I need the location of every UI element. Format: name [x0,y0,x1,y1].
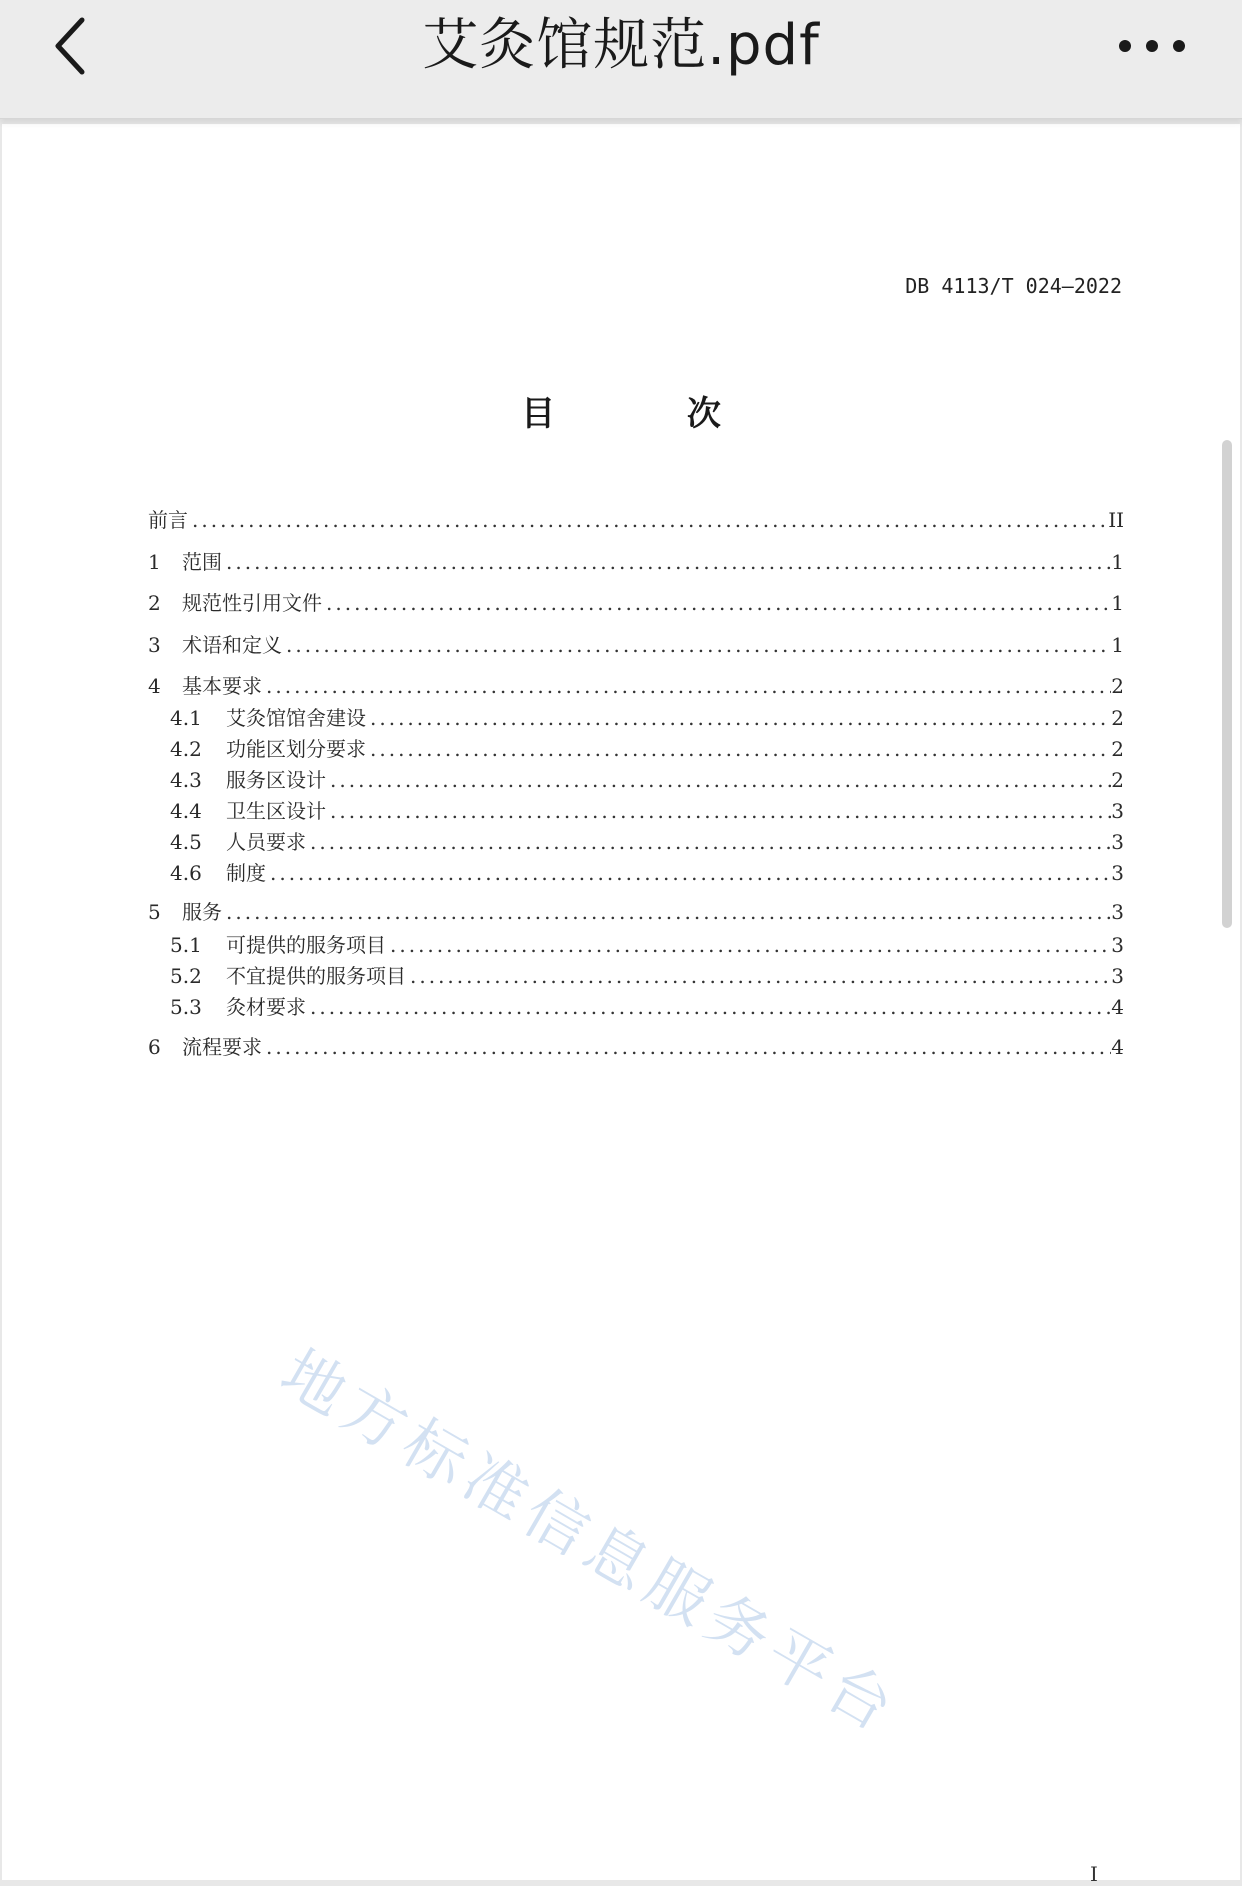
toc-number: 5.3 [170,995,202,1019]
toc-number: 5.1 [170,933,202,957]
toc-page: 4 [1111,1035,1124,1059]
watermark: 地方标准信息服务平台 [269,1335,912,1749]
toc-entry-6[interactable] [148,1031,1124,1059]
more-horizontal-icon [1117,38,1187,54]
toc-leader [266,1035,1111,1059]
toc-label: 艾灸馆馆舍建设 [226,706,366,730]
toc-leader [226,550,1111,574]
toc-page: 2 [1111,768,1124,792]
toc-label: 可提供的服务项目 [226,933,386,957]
toc-entry-3[interactable] [148,629,1124,657]
toc-page: 3 [1111,799,1124,823]
toc-leader [310,830,1111,854]
toc-number: 4.2 [170,737,202,761]
pdf-page [2,124,1240,1886]
toc-label: 服务 [182,900,222,924]
toc-leader [310,995,1111,1019]
toc-label: 前言 [148,508,188,532]
toc-page: 3 [1111,933,1124,957]
toc-label: 基本要求 [182,674,262,698]
toc-label: 流程要求 [182,1035,262,1059]
toc-entry-4-6[interactable] [170,857,1124,885]
toc-number: 4.1 [170,706,202,730]
toc-number: 4 [148,674,161,698]
toc-label: 范围 [182,550,222,574]
document-title: 艾灸馆规范.pdf [422,13,820,78]
toc-entry-4-4[interactable] [170,795,1124,823]
toc-label: 术语和定义 [182,633,282,657]
toc-number: 2 [148,591,161,615]
toc-number: 6 [148,1035,161,1059]
toc-entry-5[interactable] [148,896,1124,924]
chevron-left-icon [52,16,88,76]
toc-number: 5 [148,900,161,924]
toc-number: 4.4 [170,799,202,823]
toc-page: 4 [1111,995,1124,1019]
toc-label: 灸材要求 [226,995,306,1019]
toc-number: 1 [148,550,161,574]
toc-entry-4-1[interactable] [170,702,1124,730]
toc-number: 3 [148,633,161,657]
toc-label: 功能区划分要求 [226,737,366,761]
toc-entry-foreword[interactable] [148,504,1124,532]
toc-leader [326,591,1111,615]
standard-code: DB 4113/T 024—2022 [905,274,1122,298]
toc-number: 4.6 [170,861,202,885]
toc-leader [370,706,1111,730]
toc-entry-5-3[interactable] [170,991,1124,1019]
toc-leader [330,768,1111,792]
toc-page: 3 [1111,830,1124,854]
toc-label: 制度 [226,861,266,885]
toc-heading: 目 次 [521,394,781,434]
toc-leader [270,861,1111,885]
toc-page: 2 [1111,706,1124,730]
back-button[interactable] [40,10,100,82]
toc-entry-5-1[interactable] [170,929,1124,957]
page-number: I [1090,1862,1098,1886]
toc-leader [286,633,1111,657]
toc-page: 1 [1111,591,1124,615]
toc-number: 5.2 [170,964,202,988]
toc-leader [330,799,1111,823]
toc-page: II [1108,508,1124,532]
toc-entry-4-2[interactable] [170,733,1124,761]
toc-leader [370,737,1111,761]
toc-label: 卫生区设计 [226,799,326,823]
top-navigation-bar [0,0,1242,119]
toc-number: 4.5 [170,830,202,854]
toc-page: 1 [1111,633,1124,657]
toc-number: 4.3 [170,768,202,792]
toc-label: 规范性引用文件 [182,591,322,615]
toc-entry-4-5[interactable] [170,826,1124,854]
toc-page: 3 [1111,900,1124,924]
toc-entry-1[interactable] [148,546,1124,574]
toc-entry-5-2[interactable] [170,960,1124,988]
toc-page: 2 [1111,674,1124,698]
toc-page: 2 [1111,737,1124,761]
toc-leader [390,933,1111,957]
toc-entry-4-3[interactable] [170,764,1124,792]
toc-page: 3 [1111,964,1124,988]
toc-page: 3 [1111,861,1124,885]
toc-entry-2[interactable] [148,587,1124,615]
toc-label: 人员要求 [226,830,306,854]
scrollbar[interactable] [1222,440,1232,928]
more-options-button[interactable] [1102,20,1202,72]
toc-page: 1 [1111,550,1124,574]
toc-leader [192,508,1108,532]
toc-label: 服务区设计 [226,768,326,792]
toc-label: 不宜提供的服务项目 [226,964,406,988]
toc-entry-4[interactable] [148,670,1124,698]
toc-leader [410,964,1111,988]
toc-leader [226,900,1111,924]
toc-leader [266,674,1111,698]
